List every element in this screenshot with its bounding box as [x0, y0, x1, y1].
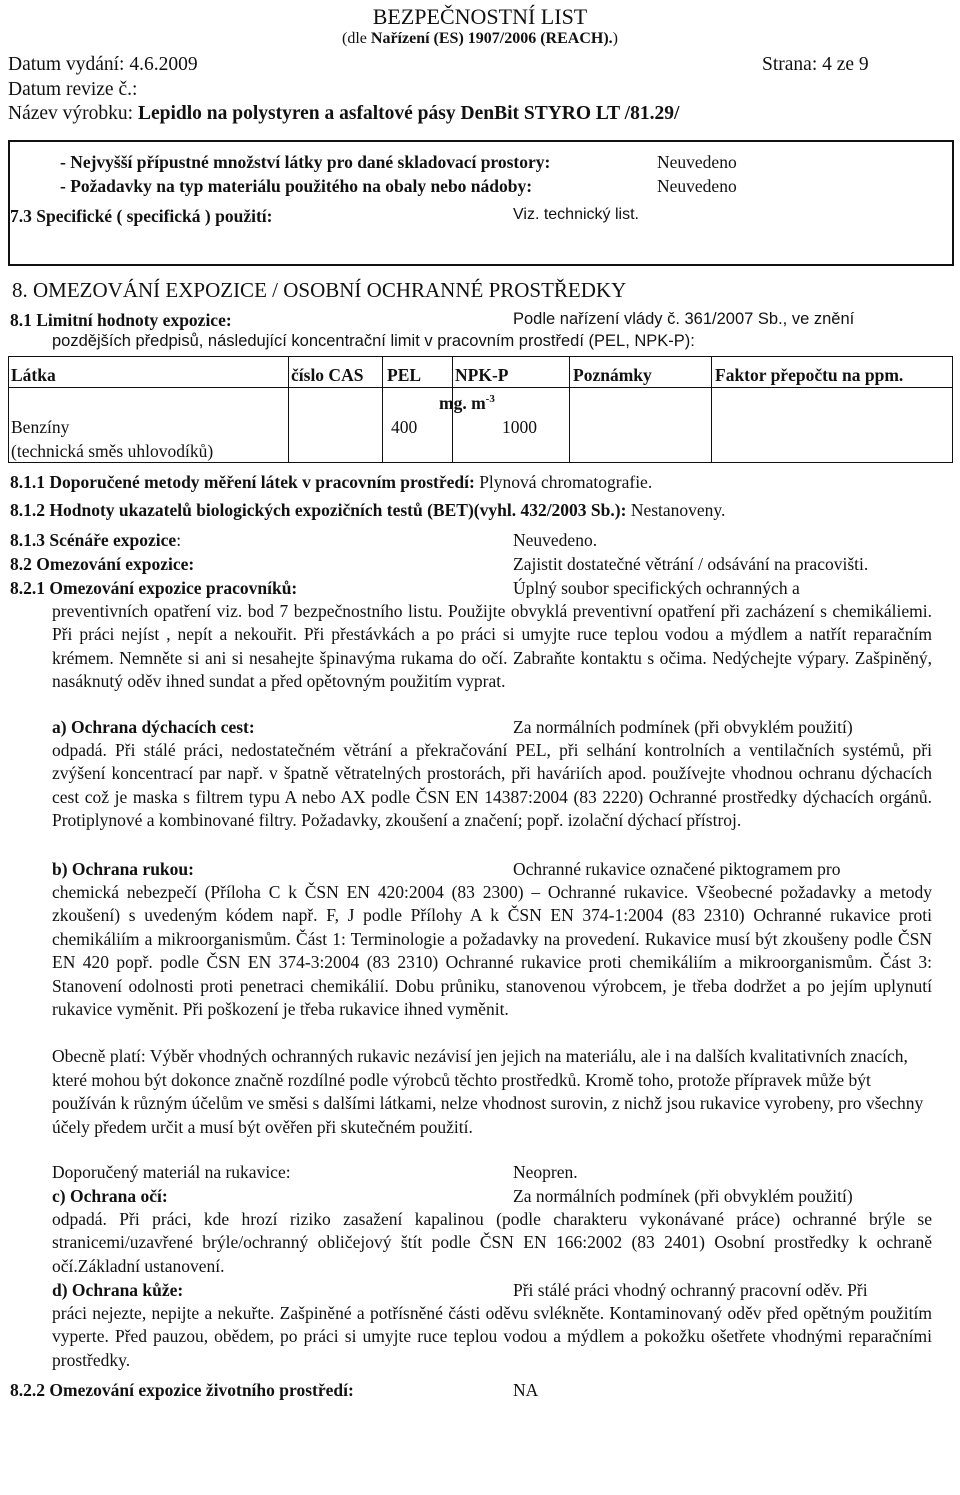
table-header-pel: PEL: [387, 365, 422, 385]
subtitle-regulation: Nařízení (ES) 1907/2006 (REACH).: [370, 30, 613, 47]
exposure-limits-table: [8, 356, 953, 463]
biological-tests-label: Hodnoty ukazatelů biologických expozičních testů (BET)(vyhl. 432/2003 Sb.):: [49, 500, 627, 520]
date-issued: Datum vydání: 4.6.2009: [8, 54, 198, 75]
environmental-exposure-value: NA: [513, 1380, 539, 1400]
section-number: 8.1.1: [10, 472, 45, 492]
section-number: 8.1.2: [10, 500, 45, 520]
section-number: 8.1.3: [10, 530, 45, 550]
eye-protection-text: odpadá. Při práci, kde hrozí riziko zasažení kapalinou (podle charakteru vykonávané práce) ochranné brýle se stranicemi/uzavřené brýle/ochranný obličejový štít podle ČSN EN 166:2002 (83 2401) Osobní prostředky k ochraně očí.Základní ustanovení.: [52, 1209, 932, 1276]
section8-heading: 8. OMEZOVÁNÍ EXPOZICE / OSOBNÍ OCHRANNÉ PROSTŘEDKY: [12, 278, 627, 302]
unit-exponent: -3: [485, 393, 495, 406]
biological-tests-value: Nestanoveny.: [626, 500, 726, 520]
table-substance-desc: (technická směs uhlovodíků): [11, 441, 214, 461]
table-divider: [569, 357, 570, 462]
measurement-methods-value: Plynová chromatografie.: [474, 472, 653, 492]
product-name: Lepidlo na polystyren a asfaltové pásy DenBit STYRO LT /81.29/: [137, 103, 680, 124]
glove-material-value: Neopren.: [513, 1162, 578, 1182]
glove-material-label: Doporučený materiál na rukavice:: [52, 1162, 291, 1182]
worker-exposure-label: 8.2.1 Omezování expozice pracovníků:: [10, 578, 298, 598]
revision-date: Datum revize č.:: [8, 79, 138, 100]
exposure-scenarios-colon: :: [176, 530, 182, 550]
specific-use-value: Viz. technický list.: [513, 206, 639, 223]
table-substance-name: Benzíny: [11, 417, 70, 437]
table-header-npk: NPK-P: [455, 365, 509, 385]
glove-general-text: Obecně platí: Výběr vhodných ochranných rukavic nezávisí jen jejich na materiálu, ale i na dalších kvalitativních znacích, které mohou být dokonce značně rozdílné podle výrobců těchto prostředků. Kromě toho, protože přípravek může být používán k různým účelům ve směsi s dalšími látkami, nelze vhodnost surovin, z nichž jsou rukavice vyrobeny, pro všechny účely předem určit a musí být ověřen při skutečném použití.: [52, 1046, 924, 1137]
eye-protection-label: c) Ochrana očí:: [52, 1186, 168, 1206]
skin-protection-label: d) Ochrana kůže:: [52, 1280, 184, 1300]
respiratory-protection-text: odpadá. Při stálé práci, nedostatečném větrání a překračování PEL, při selhání kontrolních a ventilačních systémů, při zvýšení koncentrací par např. v špatně větratelných prostorách, při haváriích apod. používejte vhodnou ochranu dýchacích cest což je maska s filtrem typu A nebo AX podle ČSN EN 14387:2004 (83 2220) Ochranné prostředky dýchacích orgánů. Protiplynové a kombinované filtry. Požadavky, zkoušení a značení; popř. izolační dýchací přístroj.: [52, 740, 932, 831]
table-header-substance: Látka: [11, 365, 56, 385]
table-header-ppm-factor: Faktor přepočtu na ppm.: [715, 365, 904, 385]
table-header-notes: Poznámky: [573, 365, 652, 385]
packaging-requirements-label: - Požadavky na typ materiálu použitého na obaly nebo nádoby:: [60, 176, 533, 196]
product-name-line: [8, 103, 679, 125]
skin-protection-text: práci nejezte, nepijte a nekuřte. Zašpiněné a potřísněné části oděvu svlékněte. Kontaminovaný oděv před opětným použitím vyperte. Před pauzou, obědem, po práci si umyjte ruce teplou vodou a mýdlem a pokožku ošetřete vhodnými reparačními prostředky.: [52, 1303, 932, 1370]
table-pel-value: 400: [391, 417, 418, 437]
hand-protection-value: Ochranné rukavice označené piktogramem pro: [513, 859, 841, 879]
table-divider: [288, 357, 289, 462]
exposure-scenarios: [10, 530, 181, 550]
exposure-scenarios-label: Scénáře expozice: [49, 530, 177, 550]
worker-exposure-text: preventivních opatření viz. bod 7 bezpečnostního listu. Použijte obvyklá preventivní opatření při zacházení s chemikáliemi. Při práci nejíst , nepít a nekouřit. Při přestávkách a po práci si umyjte ruce teplou vodou a mýdlem a natřít reparačním krémem. Nemněte si ani si nesahejte špinavýma rukama do očí. Zabraňte kontaktu s očima. Nedýchejte výpary. Zašpiněný, nasáknutý oděv ihned sundat a před opětovným použitím vyprat.: [52, 601, 932, 692]
subtitle-suffix: ): [612, 30, 618, 47]
page-number: Strana: 4 ze 9: [762, 54, 869, 75]
table-divider: [711, 357, 712, 462]
document-title: BEZPEČNOSTNÍ LIST: [372, 4, 588, 29]
exposure-control-value: Zajistit dostatečné větrání / odsávání na pracovišti.: [513, 554, 869, 574]
table-divider: [382, 357, 383, 462]
regulation-subtitle: [0, 30, 960, 48]
respiratory-protection-label: a) Ochrana dýchacích cest:: [52, 717, 255, 737]
table-divider: [9, 387, 952, 388]
worker-exposure-value: Úplný soubor specifických ochranných a: [513, 578, 800, 598]
table-npk-value: 1000: [502, 417, 537, 437]
hand-protection-text: chemická nebezpečí (Příloha C k ČSN EN 420:2004 (83 2300) – Ochranné rukavice. Všeobecné požadavky a metody zkoušení) s uvedeným kódem např. F, J podle Přílohy A k ČSN EN 374-1:2004 (83 2310) Ochranné rukavice proti chemikáliím a mikroorganismům. Část 1: Terminologie a požadavky na provedení. Rukavice musí být zkoušeny podle ČSN EN 420 popř. podle ČSN EN 374-3:2004 (83 2310) Ochranné rukavice proti chemikáliím a mikroorganismům. Část 3: Stanovení odolnosti proti penetraci chemikálií. Dobu průniku, stanovenou výrobcem, je třeba dodržet a po jejím uplynutí rukavice vyměnit. Při poškození je třeba rukavice ihned vyměnit.: [52, 882, 932, 1020]
unit-base: mg. m: [439, 393, 486, 413]
environmental-exposure-label: 8.2.2 Omezování expozice životního prostředí:: [10, 1380, 354, 1400]
exposure-scenarios-value: Neuvedeno.: [513, 530, 598, 550]
packaging-requirements-value: Neuvedeno: [657, 176, 737, 196]
biological-tests: [10, 500, 725, 520]
table-unit: [439, 393, 495, 413]
measurement-methods: [10, 472, 652, 492]
exposure-limits-label: 8.1 Limitní hodnoty expozice:: [10, 310, 232, 330]
eye-protection-value: Za normálních podmínek (při obvyklém použití): [513, 1186, 853, 1206]
respiratory-protection-value: Za normálních podmínek (při obvyklém použití): [513, 717, 853, 737]
max-quantity-value: Neuvedeno: [657, 152, 737, 172]
specific-use-label: 7.3 Specifické ( specifická ) použití:: [10, 206, 273, 226]
exposure-limits-continuation: pozdějších předpisů, následující koncentrační limit v pracovním prostředí (PEL, NPK-P):: [52, 332, 695, 350]
skin-protection-value: Při stálé práci vhodný ochranný pracovní oděv. Při: [513, 1280, 868, 1300]
max-quantity-label: - Nejvyšší přípustné množství látky pro dané skladovací prostory:: [60, 152, 551, 172]
subtitle-prefix: (dle: [342, 30, 371, 47]
exposure-limits-value: Podle nařízení vlády č. 361/2007 Sb., ve znění: [513, 310, 855, 328]
measurement-methods-label: Doporučené metody měření látek v pracovním prostředí:: [49, 472, 475, 492]
exposure-control-label: 8.2 Omezování expozice:: [10, 554, 195, 574]
product-label: Název výrobku:: [8, 103, 138, 124]
hand-protection-label: b) Ochrana rukou:: [52, 859, 194, 879]
table-header-cas: číslo CAS: [291, 365, 364, 385]
